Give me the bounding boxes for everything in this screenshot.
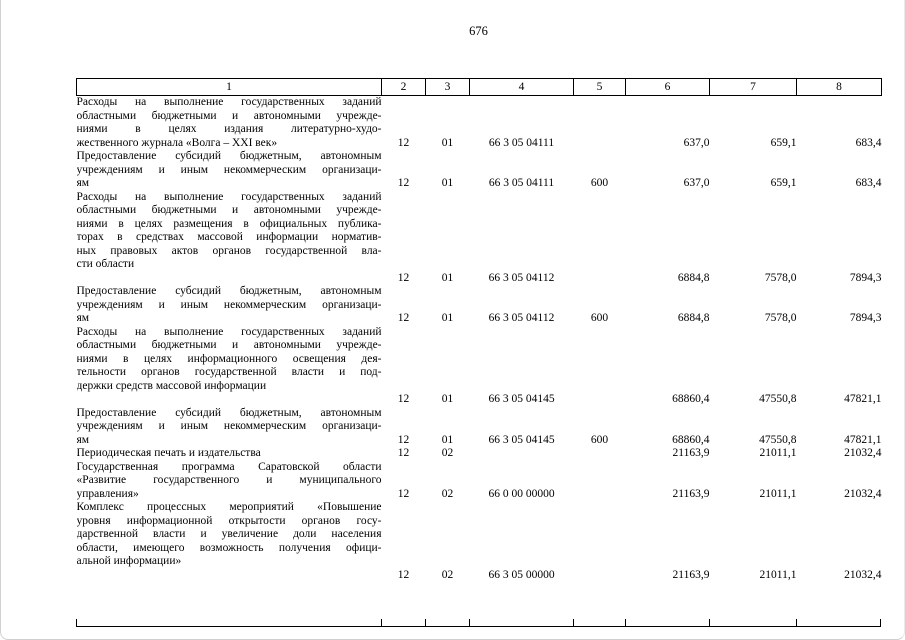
budget-table-body bbox=[77, 96, 882, 583]
cell-amount-year1: 21163,9 bbox=[672, 487, 710, 500]
column-boundary-tick bbox=[796, 619, 797, 626]
column-boundary-tick bbox=[76, 619, 77, 626]
cell-target-article-code: 66 3 05 00000 bbox=[488, 568, 555, 581]
cell-amount-year2: 7578,0 bbox=[764, 271, 797, 284]
description-line: Предоставление субсидий бюджетным, автономным bbox=[76, 406, 382, 419]
cell-amount-year2: 7578,0 bbox=[764, 312, 797, 324]
description-line: Государственная программа Саратовской области bbox=[76, 460, 382, 473]
description-line: Предоставление субсидий бюджетным, автономным bbox=[76, 285, 382, 297]
description-line: уровня информационной открытости органов госу- bbox=[76, 514, 382, 527]
cell-amount-year3: 7894,3 bbox=[849, 271, 882, 284]
cell-razdel: 12 bbox=[397, 433, 410, 446]
cell-expense-type bbox=[574, 326, 626, 407]
cell-amount-year1: 21163,9 bbox=[672, 447, 710, 459]
cell-podrazdel: 01 bbox=[441, 312, 454, 324]
description-line: областными бюджетными и автономными учрежде- bbox=[76, 109, 382, 122]
cell-razdel: 12 bbox=[397, 447, 410, 459]
cell-amount-year3: 21032,4 bbox=[844, 447, 882, 459]
description-line: Расходы на выполнение государственных заданий bbox=[76, 190, 382, 203]
description-spacer-line bbox=[77, 569, 382, 583]
column-header-7: 7 bbox=[710, 79, 797, 96]
table-row bbox=[77, 501, 882, 582]
column-number-header-row bbox=[77, 79, 882, 96]
table-continuation-edge bbox=[76, 620, 881, 627]
cell-amount-year2: 21011,1 bbox=[759, 487, 797, 500]
description-line: областными бюджетными и автономными учрежде- bbox=[76, 204, 382, 216]
cell-podrazdel: 02 bbox=[441, 447, 454, 459]
cell-expense-type bbox=[574, 501, 626, 582]
page-number: 676 bbox=[469, 24, 488, 38]
cell-razdel: 12 bbox=[397, 177, 410, 189]
cell-podrazdel: 01 bbox=[441, 136, 454, 149]
cell-razdel: 12 bbox=[397, 393, 410, 405]
description-line: учреждениям и иным некоммерческим организаци- bbox=[76, 420, 382, 432]
column-header-1: 1 bbox=[77, 79, 382, 96]
cell-amount-year2: 659,1 bbox=[770, 177, 797, 189]
cell-expense-type: 600 bbox=[590, 177, 609, 189]
row-description bbox=[77, 150, 382, 191]
cell-target-article-code bbox=[470, 447, 574, 461]
cell-target-article-code: 66 3 05 04111 bbox=[488, 136, 555, 149]
column-boundary-tick bbox=[709, 619, 710, 626]
cell-expense-type: 600 bbox=[590, 433, 609, 446]
column-header-2: 2 bbox=[382, 79, 426, 96]
column-boundary-tick bbox=[469, 619, 470, 626]
cell-razdel: 12 bbox=[397, 568, 410, 581]
cell-expense-type bbox=[574, 96, 626, 151]
table-row bbox=[77, 447, 882, 461]
cell-amount-year3: 7894,3 bbox=[849, 312, 882, 324]
cell-amount-year1: 21163,9 bbox=[672, 568, 710, 581]
cell-podrazdel: 02 bbox=[441, 568, 454, 581]
description-line: дарственной власти и увеличение доли населения bbox=[76, 528, 382, 540]
cell-amount-year3: 683,4 bbox=[855, 136, 882, 149]
column-boundary-tick bbox=[381, 619, 382, 626]
description-line: Периодическая печать и издательства bbox=[76, 447, 261, 459]
cell-expense-type bbox=[574, 191, 626, 286]
description-line: сти области bbox=[76, 258, 135, 270]
cell-target-article-code: 66 0 00 00000 bbox=[488, 487, 555, 500]
cell-razdel: 12 bbox=[397, 136, 410, 149]
description-line: держки средств массовой информации bbox=[76, 379, 267, 392]
description-spacer-line bbox=[77, 272, 382, 286]
cell-podrazdel: 01 bbox=[441, 433, 454, 446]
budget-table bbox=[76, 78, 882, 582]
description-line: Предоставление субсидий бюджетным, автономным bbox=[76, 150, 382, 162]
description-line: ям bbox=[76, 177, 90, 189]
row-description bbox=[77, 326, 382, 407]
cell-amount-year2: 21011,1 bbox=[759, 447, 797, 459]
column-header-3: 3 bbox=[426, 79, 470, 96]
cell-amount-year2: 47550,8 bbox=[759, 393, 797, 405]
column-boundary-tick bbox=[625, 619, 626, 626]
row-description bbox=[77, 501, 382, 582]
cell-expense-type: 600 bbox=[590, 312, 609, 324]
description-line: «Развитие государственного и муниципального bbox=[76, 474, 382, 486]
cell-target-article-code: 66 3 05 04145 bbox=[488, 433, 555, 446]
cell-amount-year3: 21032,4 bbox=[844, 568, 882, 581]
cell-amount-year3: 21032,4 bbox=[844, 487, 882, 500]
column-header-8: 8 bbox=[797, 79, 882, 96]
description-line: Расходы на выполнение государственных заданий bbox=[76, 325, 382, 338]
column-boundary-tick bbox=[425, 619, 426, 626]
description-line: ям bbox=[76, 312, 90, 324]
description-spacer-line bbox=[77, 393, 382, 407]
cell-amount-year2: 21011,1 bbox=[759, 568, 797, 581]
table-row bbox=[77, 96, 882, 151]
table-row bbox=[77, 461, 882, 502]
description-line: области, имеющего возможность получения офици- bbox=[76, 541, 382, 554]
table-row bbox=[77, 407, 882, 448]
table-row bbox=[77, 326, 882, 407]
cell-amount-year2: 47550,8 bbox=[759, 433, 797, 446]
description-line: Расходы на выполнение государственных заданий bbox=[76, 96, 382, 108]
cell-amount-year3: 683,4 bbox=[855, 177, 882, 189]
description-line: ям bbox=[76, 433, 90, 446]
cell-amount-year3: 47821,1 bbox=[844, 393, 882, 405]
description-line: ниями в целях издания литературно-худо- bbox=[76, 123, 382, 135]
cell-amount-year1: 6884,8 bbox=[677, 271, 710, 284]
cell-amount-year2: 659,1 bbox=[770, 136, 797, 149]
description-line: ниями в целях информационного освещения дея- bbox=[76, 352, 382, 365]
column-header-4: 4 bbox=[470, 79, 574, 96]
cell-podrazdel: 01 bbox=[441, 271, 454, 284]
row-description bbox=[77, 96, 382, 151]
description-line: жественного журнала «Волга – XXI век» bbox=[76, 136, 278, 149]
row-description bbox=[77, 407, 382, 448]
cell-expense-type bbox=[574, 447, 626, 461]
table-row bbox=[77, 285, 882, 326]
cell-amount-year1: 68860,4 bbox=[672, 433, 710, 446]
cell-amount-year1: 68860,4 bbox=[672, 393, 710, 405]
cell-expense-type bbox=[574, 461, 626, 502]
description-line: учреждениям и иным некоммерческим организаци- bbox=[76, 163, 382, 176]
cell-amount-year1: 637,0 bbox=[683, 136, 710, 149]
description-line: альной информации» bbox=[76, 555, 182, 567]
row-description bbox=[77, 447, 382, 461]
description-line: торах в средствах массовой информации норматив- bbox=[76, 231, 382, 243]
cell-target-article-code: 66 3 05 04112 bbox=[488, 312, 555, 324]
table-row bbox=[77, 191, 882, 286]
description-line: Комплекс процессных мероприятий «Повышение bbox=[76, 501, 382, 513]
cell-amount-year3: 47821,1 bbox=[844, 433, 882, 446]
cell-podrazdel: 02 bbox=[441, 487, 454, 500]
table-row bbox=[77, 150, 882, 191]
cell-podrazdel: 01 bbox=[441, 393, 454, 405]
cell-razdel: 12 bbox=[397, 312, 410, 324]
column-boundary-tick bbox=[573, 619, 574, 626]
description-line: управления» bbox=[76, 487, 139, 500]
description-line: учреждениям и иным некоммерческим организаци- bbox=[76, 298, 382, 311]
column-header-6: 6 bbox=[626, 79, 710, 96]
cell-target-article-code: 66 3 05 04111 bbox=[488, 177, 555, 189]
description-line: ных правовых актов органов государственной вла- bbox=[76, 244, 382, 257]
cell-podrazdel: 01 bbox=[441, 177, 454, 189]
row-description bbox=[77, 461, 382, 502]
description-line: ниями в целях размещения в официальных публика- bbox=[76, 217, 382, 230]
column-boundary-tick bbox=[880, 619, 881, 626]
description-line: тельности органов государственной власти и под- bbox=[76, 366, 382, 378]
column-header-5: 5 bbox=[574, 79, 626, 96]
cell-target-article-code: 66 3 05 04145 bbox=[488, 393, 555, 405]
cell-razdel: 12 bbox=[397, 487, 410, 500]
cell-amount-year1: 637,0 bbox=[683, 177, 710, 189]
row-description bbox=[77, 191, 382, 286]
cell-razdel: 12 bbox=[397, 271, 410, 284]
description-line: областными бюджетными и автономными учрежде- bbox=[76, 339, 382, 351]
row-description bbox=[77, 285, 382, 326]
cell-target-article-code: 66 3 05 04112 bbox=[488, 271, 555, 284]
cell-amount-year1: 6884,8 bbox=[677, 312, 710, 324]
